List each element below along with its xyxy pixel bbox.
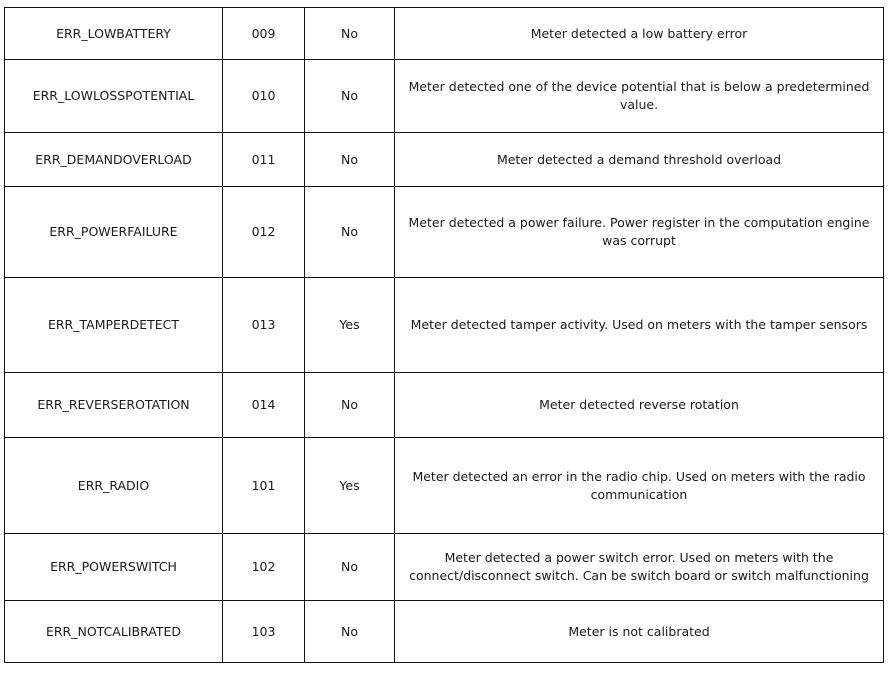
error-name-cell: ERR_NOTCALIBRATED (5, 601, 223, 663)
table-row (5, 278, 884, 373)
error-name-cell: ERR_REVERSEROTATION (5, 373, 223, 438)
table-row (5, 534, 884, 601)
error-flag-cell: No (305, 60, 395, 133)
error-flag-cell: No (305, 534, 395, 601)
error-code-cell: 012 (223, 187, 305, 278)
table-row (5, 187, 884, 278)
error-name-cell: ERR_RADIO (5, 438, 223, 534)
error-description-cell: Meter detected tamper activity. Used on meters with the tamper sensors (395, 278, 884, 373)
error-name-cell: ERR_POWERSWITCH (5, 534, 223, 601)
error-code-cell: 101 (223, 438, 305, 534)
error-name-cell: ERR_POWERFAILURE (5, 187, 223, 278)
error-code-cell: 010 (223, 60, 305, 133)
error-name-cell: ERR_TAMPERDETECT (5, 278, 223, 373)
table-row (5, 438, 884, 534)
error-flag-cell: No (305, 601, 395, 663)
error-code-cell: 011 (223, 133, 305, 187)
error-code-cell: 014 (223, 373, 305, 438)
table-row (5, 60, 884, 133)
error-description-cell: Meter detected reverse rotation (395, 373, 884, 438)
error-name-cell: ERR_LOWLOSSPOTENTIAL (5, 60, 223, 133)
error-description-cell: Meter detected a power failure. Power register in the computation engine was corrupt (395, 187, 884, 278)
table-row (5, 601, 884, 663)
error-flag-cell: No (305, 133, 395, 187)
error-name-cell: ERR_DEMANDOVERLOAD (5, 133, 223, 187)
error-flag-cell: Yes (305, 438, 395, 534)
error-description-cell: Meter detected a low battery error (395, 8, 884, 60)
error-code-cell: 103 (223, 601, 305, 663)
error-description-cell: Meter detected a power switch error. Used on meters with the connect/disconnect switch. Can be switch board or switch malfunctioning (395, 534, 884, 601)
error-description-cell: Meter detected a demand threshold overload (395, 133, 884, 187)
error-code-table (4, 7, 884, 663)
error-flag-cell: No (305, 373, 395, 438)
error-description-cell: Meter is not calibrated (395, 601, 884, 663)
error-description-cell: Meter detected an error in the radio chip. Used on meters with the radio communication (395, 438, 884, 534)
error-flag-cell: No (305, 187, 395, 278)
error-code-cell: 009 (223, 8, 305, 60)
error-flag-cell: Yes (305, 278, 395, 373)
error-flag-cell: No (305, 8, 395, 60)
table-row (5, 373, 884, 438)
error-code-cell: 102 (223, 534, 305, 601)
table-row (5, 8, 884, 60)
error-name-cell: ERR_LOWBATTERY (5, 8, 223, 60)
table-row (5, 133, 884, 187)
error-description-cell: Meter detected one of the device potential that is below a predetermined value. (395, 60, 884, 133)
error-code-cell: 013 (223, 278, 305, 373)
